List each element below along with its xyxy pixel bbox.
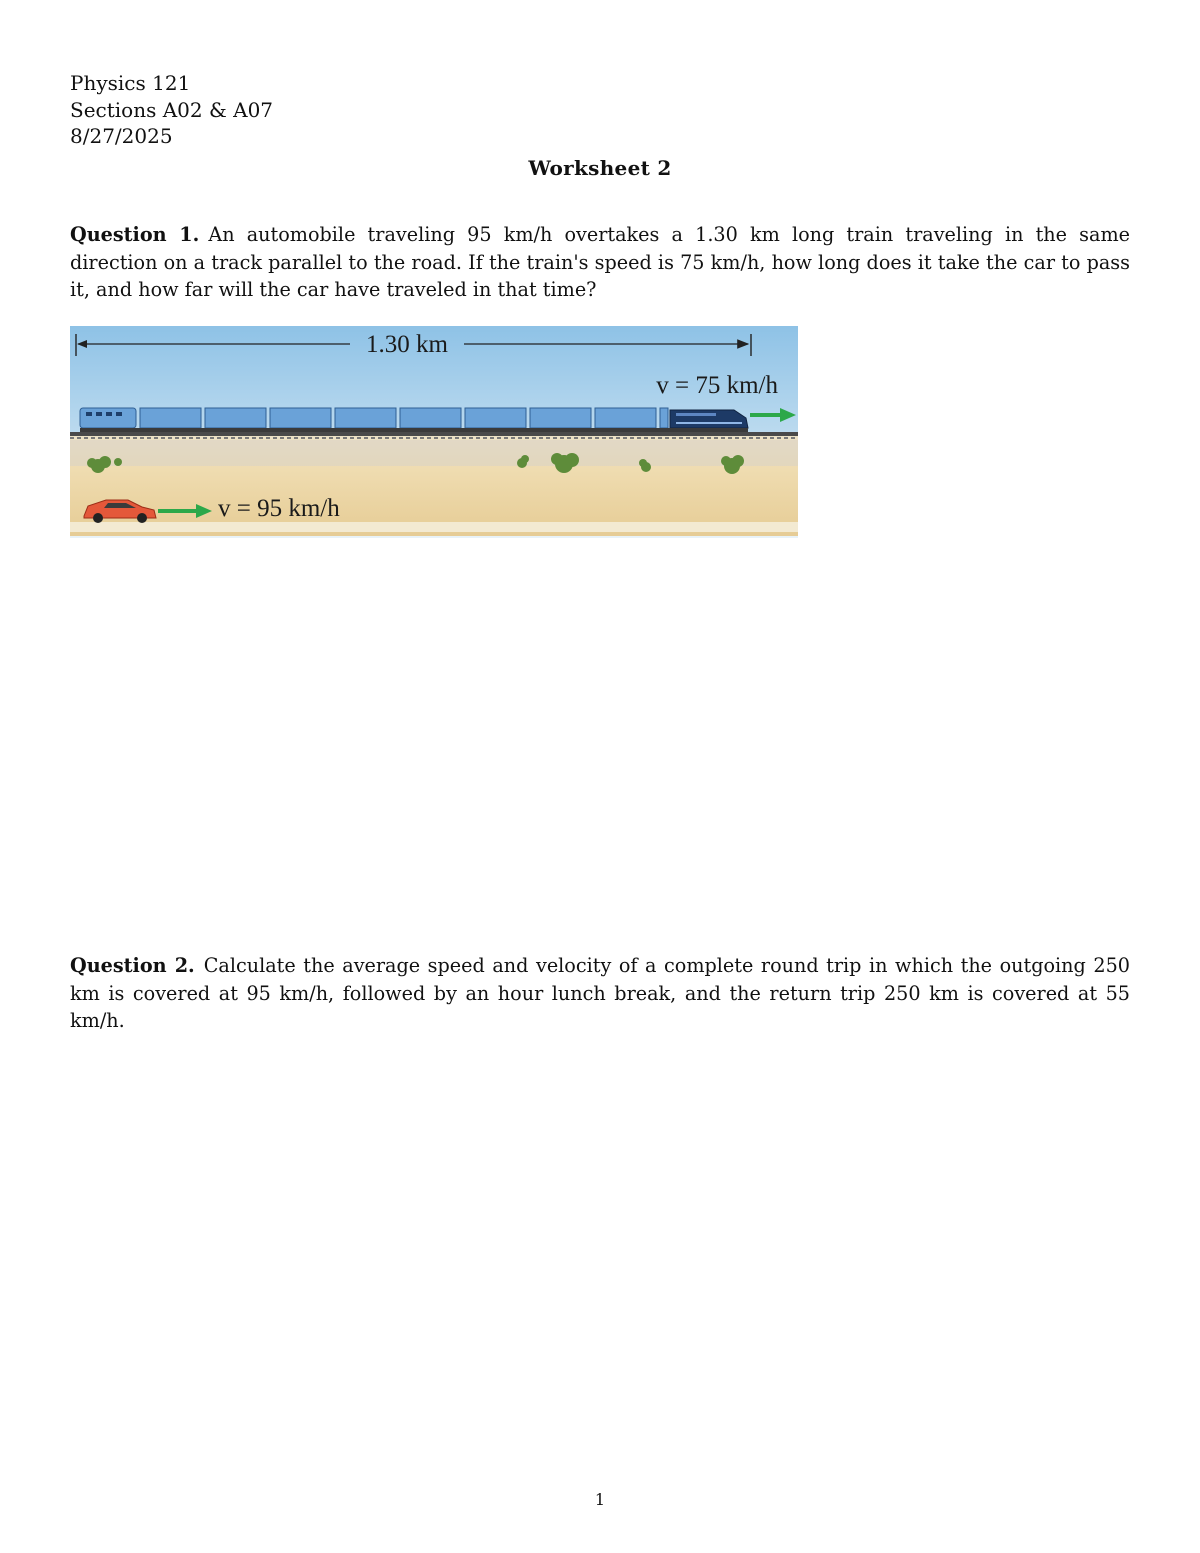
train-car-figure [70,326,798,538]
document-header [70,70,273,150]
car-speed-label: v = 95 km/h [218,495,340,522]
page-number: 1 [594,1490,606,1509]
course-sections: Sections A02 & A07 [70,97,274,122]
worksheet-title: Worksheet 2 [528,156,672,180]
question-2-label: Question 2. [70,954,195,977]
course-name: Physics 121 [70,71,191,95]
question-1-text: An automobile traveling 95 km/h overtakes a 1.30 km long train traveling in the same direction on a track parallel to the road. If the train's speed is 75 km/h, how long does it take the car to pass it, and how far will the car have traveled in that time? [70,223,1130,301]
length-label: 1.30 km [366,331,448,358]
question-2 [70,952,1130,1035]
document-date: 8/27/2025 [70,124,173,148]
train [80,408,748,433]
locomotive [670,410,748,428]
question-1-label: Question 1. [70,223,200,246]
rail-track [70,432,798,436]
question-2-text: Calculate the average speed and velocity of a complete round trip in which the outgoing 250 km is covered at 95 km/h, followed by an hour lunch break, and the return trip 250 km is covered at 55 km/h. [70,954,1130,1032]
train-speed-label: v = 75 km/h [656,372,778,399]
question-1 [70,221,1130,304]
